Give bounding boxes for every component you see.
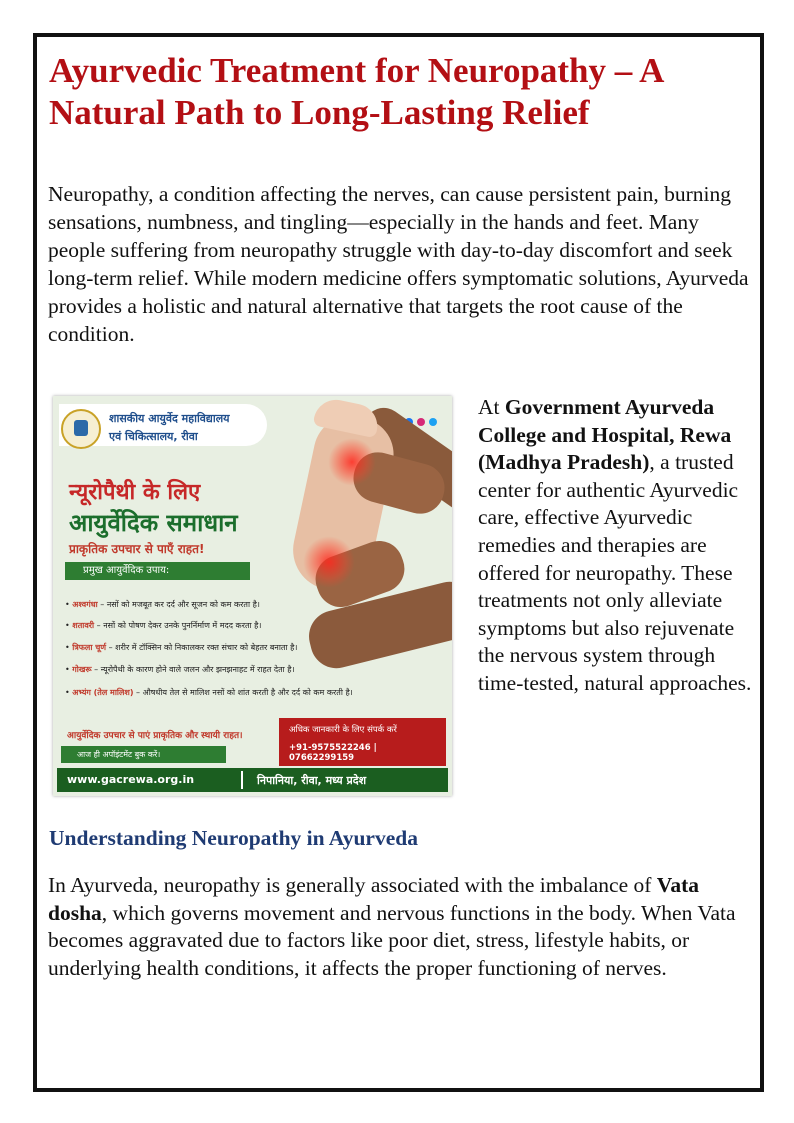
poster-tagline: प्राकृतिक उपचार से पाएँ राहत! bbox=[69, 542, 205, 556]
remedy-item: • गोखरू – न्यूरोपैथी के कारण होने वाले जलन और झनझनाहट में राहत देता है। bbox=[65, 665, 295, 674]
poster-headline-1: न्यूरोपैथी के लिए bbox=[69, 480, 201, 505]
contact-phone: +91-9575522246 | 07662299159 bbox=[289, 743, 377, 763]
instagram-icon bbox=[417, 418, 425, 426]
poster-footer-text: आयुर्वेदिक उपचार से पाएं प्राकृतिक और स्थायी राहत। bbox=[67, 731, 243, 741]
intro-paragraph: Neuropathy, a condition affecting the nerves, can cause persistent pain, burning sensations, numbness, and tingling—especially in the hands and feet. Many people suffering from neuropathy struggle with day-to-day discomfort and seek long-term relief. While modern medicine offers symptomatic solutions, Ayurveda provides a holistic and natural alternative that targets the root cause of the condition. bbox=[48, 182, 749, 346]
remedy-item: • अश्वगंधा – नसों को मजबूत कर दर्द और सूजन को कम करता है। bbox=[65, 600, 260, 609]
neuropathy-poster bbox=[53, 396, 452, 796]
footer-separator bbox=[241, 771, 243, 789]
poster-org-line1: शासकीय आयुर्वेद महाविद्यालय bbox=[109, 412, 230, 425]
pain-glow-lower bbox=[303, 536, 355, 588]
page-title: Ayurvedic Treatment for Neuropathy – A Natural Path to Long-Lasting Relief bbox=[49, 51, 663, 132]
book-appointment-text: आज ही अपॉइंटमेंट बुक करें। bbox=[61, 746, 226, 763]
remedies-heading: प्रमुख आयुर्वेदिक उपाय: bbox=[65, 562, 250, 580]
poster-headline-2: आयुर्वेदिक समाधान bbox=[69, 509, 238, 537]
remedy-item: • शतावरी – नसों को पोषण देकर उनके पुनर्निर्माण में मदद करता है। bbox=[65, 621, 262, 630]
poster-footer-bar bbox=[57, 768, 448, 792]
address-text: निपानिया, रीवा, मध्य प्रदेश bbox=[257, 774, 367, 787]
twitter-icon bbox=[429, 418, 437, 426]
vata-paragraph: In Ayurveda, neuropathy is generally associated with the imbalance of Vata dosha, which governs movement and nervous functions in the body. When Vata becomes aggravated due to factors like poor diet, stress, lifestyle habits, or underlying health conditions, it affects the proper functioning of nerves. bbox=[48, 873, 736, 980]
section-heading: Understanding Neuropathy in Ayurveda bbox=[49, 826, 418, 850]
college-seal-icon bbox=[61, 409, 101, 449]
poster-org-line2: एवं चिकित्सालय, रीवा bbox=[109, 430, 198, 443]
website-link[interactable]: www.gacrewa.org.in bbox=[67, 773, 195, 786]
contact-box bbox=[279, 718, 446, 766]
college-name: Government Ayurveda College and Hospital, Rewa (Madhya Pradesh) bbox=[478, 395, 732, 475]
vata-dosha-term: Vata dosha bbox=[48, 873, 700, 925]
contact-title: अधिक जानकारी के लिए संपर्क करें bbox=[289, 725, 397, 735]
remedy-item: • अभ्यंग (तेल मालिश) – औषधीय तेल से मालिश नसों को शांत करती है और दर्द को कम करती है। bbox=[65, 688, 353, 697]
remedy-item: • त्रिफला चूर्ण – शरीर में टॉक्सिन को निकालकर रक्त संचार को बेहतर बनाता है। bbox=[65, 643, 298, 652]
pain-glow-upper bbox=[328, 438, 376, 486]
college-paragraph: At Government Ayurveda College and Hospital, Rewa (Madhya Pradesh), a trusted center for authentic Ayurvedic care, effective Ayurvedic remedies and therapies are offered for neuropathy. These treatments not only alleviate symptoms but also rejuvenate the nervous system through time-tested, natural approaches. bbox=[478, 395, 752, 695]
